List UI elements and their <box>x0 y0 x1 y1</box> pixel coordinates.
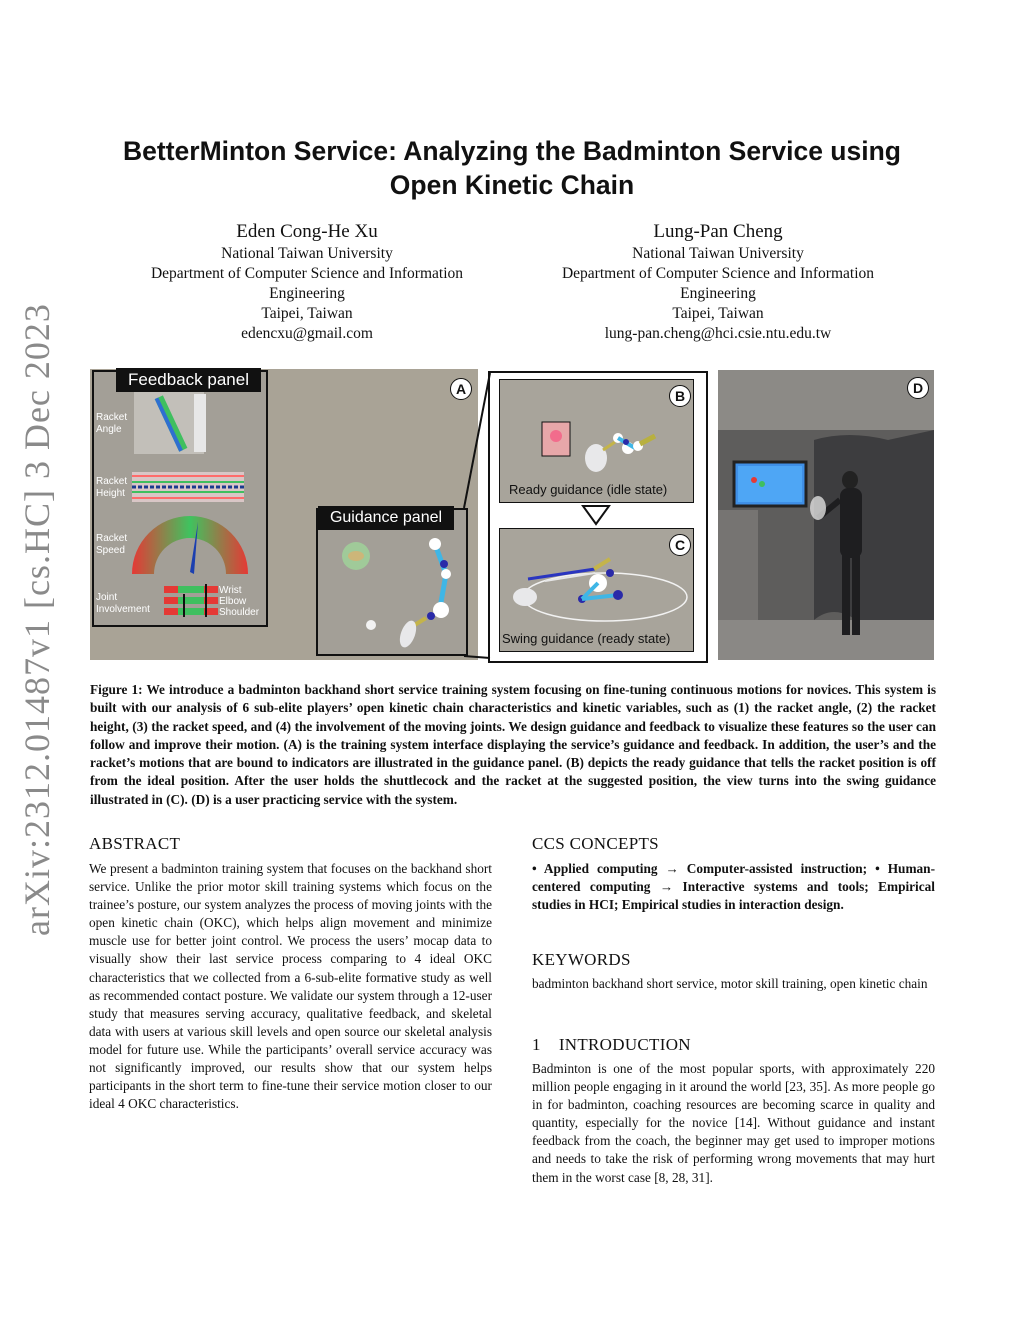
title-line-2: Open Kinetic Chain <box>389 170 635 200</box>
badge-d: D <box>907 377 929 399</box>
title-line-1: BetterMinton Service: Analyzing the Badminton Service using <box>123 136 901 166</box>
swing-guidance-caption: Swing guidance (ready state) <box>502 631 671 646</box>
user-photo-illustration <box>718 370 934 660</box>
author-department-cont: Engineering <box>269 285 345 302</box>
section-title: INTRODUCTION <box>558 1035 691 1054</box>
intro-heading <box>532 1035 935 1055</box>
joint-elbow-label: Elbow <box>219 596 247 607</box>
badge-c: C <box>669 534 691 556</box>
ccs-text: • Applied computing → Computer-assisted instruction; • Human-centered computing → Interactive systems and tools; Empirical studies in HCI; Empirical studies in interaction design. <box>532 861 935 913</box>
label-joint-involvement: Joint Involvement <box>96 592 150 615</box>
author-name: Lung-Pan Cheng <box>653 221 783 242</box>
author-block-2 <box>528 220 908 344</box>
author-name: Eden Cong-He Xu <box>236 221 378 242</box>
figure-caption: Figure 1: We introduce a badminton backhand short service training system focusing on fine-tuning continuous motions for novices. This system is built with our analysis of 6 sub-elite players’ open kinetic chain characteristics and kinetic variables, such as (1) the racket angle, (2) the racket height, (3) the racket speed, and (4) the involvement of the moving joints. We design guidance and feedback to visualize these features so the user can follow and improve their motion. (A) is the training system interface displaying the service’s guidance and feedback. In addition, the user’s and the racket’s motions that are bound to indicators are illustrated in the guidance panel. (B) depicts the ready guidance that tells the racket position is off from the ideal position. After the user holds the shuttlecock and the racket at the suggested position, the view turns into the swing guidance illustrated in (C). (D) is a user practicing service with the system. <box>90 682 936 807</box>
label-racket-speed: Racket Speed <box>96 533 128 556</box>
guidance-panel-title: Guidance panel <box>318 506 454 530</box>
joint-shoulder-label: Shoulder <box>219 607 260 618</box>
joint-wrist-label: Wrist <box>219 585 242 596</box>
feedback-panel <box>92 370 268 627</box>
author-email[interactable]: lung-pan.cheng@hci.csie.ntu.edu.tw <box>604 325 832 342</box>
author-location: Taipei, Taiwan <box>261 305 353 322</box>
abstract-text: We present a badminton training system that focuses on the backhand short service. Unlike the prior motor skill training systems which focus on the trainee’s posture, our system analyzes the process of moving joints with the open kinetic chain (OKC), which helps align movement and minimize muscle use for better joint control. We process the users’ mocap data to visually show their last service process comparing to 4 ideal OKC characteristics that we collected from a 6-sub-elite formative study as well as recommended contact posture. We validate our system through a 12-user study that measures serving accuracy, qualitative feedback, and skeletal data with users at various skill levels and open source our skeletal analysis model for future use. While the participants’ overall service accuracy was not significantly improved, our results show that our system helps participants in the short term to fine-tune their service motion closer to our ideal 4 OKC characteristics. <box>89 861 492 1112</box>
zoom-connector <box>462 371 492 661</box>
keywords-heading: KEYWORDS <box>532 950 631 969</box>
keywords-text: badminton backhand short service, motor skill training, open kinetic chain <box>532 976 928 991</box>
intro-text: Badminton is one of the most popular sports, with approximately 220 million people engaging in it around the world [23, 35]. As more people go in for badminton, coaching resources are becoming scarce in quality and quantity, especially for the novice [14]. Without guidance and instant feedback from the coach, the beginner may get used to improper motions and needs to take the risk of performing wrong movements that may hurt them in the worst case [8, 28, 31]. <box>532 1061 935 1185</box>
paper-title <box>90 134 934 202</box>
section-number: 1 <box>532 1035 541 1054</box>
ccs-heading: CCS CONCEPTS <box>532 834 659 853</box>
guidance-panel <box>316 508 468 656</box>
badge-a: A <box>450 378 472 400</box>
author-location: Taipei, Taiwan <box>672 305 764 322</box>
transition-arrow-icon <box>581 504 611 526</box>
arxiv-stamp: arXiv:2312.01487v1 [cs.HC] 3 Dec 2023 <box>17 303 57 936</box>
panel-d-user-photo <box>718 370 934 660</box>
label-racket-angle: Racket Angle <box>96 412 128 435</box>
guidance-visuals <box>318 510 466 654</box>
badge-b: B <box>669 385 691 407</box>
label-racket-height: Racket Height <box>96 476 128 499</box>
feedback-panel-title: Feedback panel <box>116 368 261 392</box>
author-block-1 <box>117 220 497 344</box>
author-email[interactable]: edencxu@gmail.com <box>241 325 373 342</box>
ready-guidance-caption: Ready guidance (idle state) <box>509 482 668 497</box>
author-department: Department of Computer Science and Information <box>150 265 464 282</box>
author-affiliation: National Taiwan University <box>221 245 393 262</box>
author-affiliation: National Taiwan University <box>632 245 804 262</box>
abstract-heading: ABSTRACT <box>89 834 181 853</box>
author-department-cont: Engineering <box>680 285 756 302</box>
author-department: Department of Computer Science and Information <box>561 265 875 282</box>
